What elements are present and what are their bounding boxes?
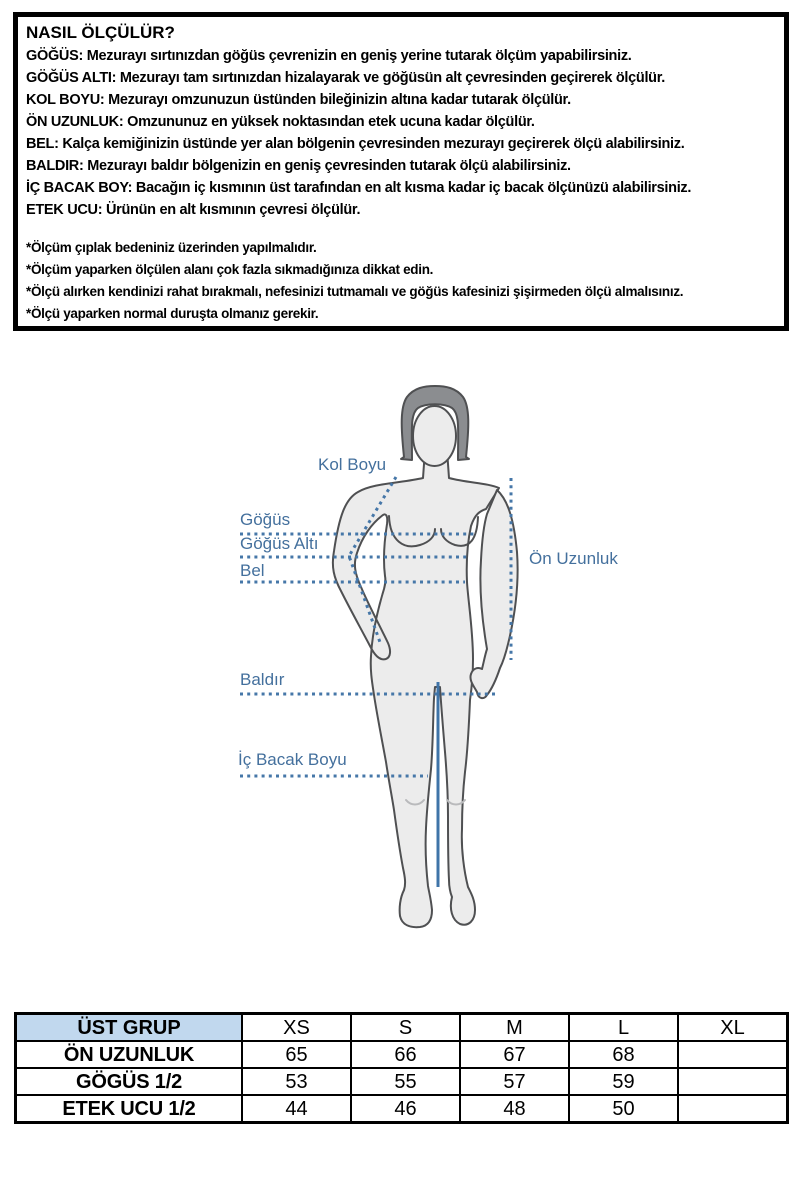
- size-col-xs: XS: [242, 1014, 351, 1042]
- label-on-uzunluk: Ön Uzunluk: [529, 549, 618, 568]
- cell-value: [678, 1095, 788, 1123]
- cell-value: 59: [569, 1068, 678, 1095]
- instruction-line-bel: BEL: Kalça kemiğinizin üstünde yer alan bölgenin çevresinden mezurayı geçirerek ölçü alabilirsiniz.: [26, 136, 685, 152]
- instruction-line-on-uzunluk: ÖN UZUNLUK: Omzununuz en yüksek noktasından etek ucuna kadar ölçülür.: [26, 114, 535, 130]
- size-col-l: L: [569, 1014, 678, 1042]
- cell-value: 44: [242, 1095, 351, 1123]
- size-col-xl: XL: [678, 1014, 788, 1042]
- instruction-line-gogus: GÖĞÜS: Mezurayı sırtınızdan göğüs çevrenizin en geniş yerine tutarak ölçüm yapabilirsiniz.: [26, 48, 632, 64]
- label-gogus-alti: Göğüs Altı: [240, 534, 319, 553]
- cell-value: 65: [242, 1041, 351, 1068]
- instruction-line-ic-bacak-boy: İÇ BACAK BOY: Bacağın iç kısmının üst tarafından en alt kısma kadar iç bacak ölçünüzü alabilirsiniz.: [26, 180, 692, 196]
- size-col-m: M: [460, 1014, 569, 1042]
- table-row-on-uzunluk: [16, 1041, 788, 1068]
- label-baldir: Baldır: [240, 670, 285, 689]
- cell-value: 48: [460, 1095, 569, 1123]
- cell-value: 53: [242, 1068, 351, 1095]
- instruction-line-gogus-alti: GÖĞÜS ALTI: Mezurayı tam sırtınızdan hizalayarak ve göğüsün alt çevresinden geçirerek ölçülür.: [26, 70, 665, 86]
- row-label: GÖGÜS 1/2: [16, 1068, 243, 1095]
- table-row-etek-ucu: [16, 1095, 788, 1123]
- figure-silhouette: [0, 380, 800, 945]
- label-gogus: Göğüs: [240, 510, 291, 529]
- cell-value: 67: [460, 1041, 569, 1068]
- note-line: *Ölçü yaparken normal duruşta olmanız gerekir.: [26, 306, 319, 321]
- instruction-line-kol-boyu: KOL BOYU: Mezurayı omzunuzun üstünden bileğinizin altına kadar tutarak ölçülür.: [26, 92, 571, 108]
- cell-value: 66: [351, 1041, 460, 1068]
- label-bel: Bel: [240, 561, 265, 580]
- size-table: [14, 1012, 789, 1124]
- cell-value: 55: [351, 1068, 460, 1095]
- body-measurement-diagram: [0, 380, 800, 945]
- cell-value: [678, 1041, 788, 1068]
- row-label: ÖN UZUNLUK: [16, 1041, 243, 1068]
- row-label: ETEK UCU 1/2: [16, 1095, 243, 1123]
- note-line: *Ölçüm çıplak bedeniniz üzerinden yapılmalıdır.: [26, 240, 317, 255]
- cell-value: 50: [569, 1095, 678, 1123]
- note-line: *Ölçüm yaparken ölçülen alanı çok fazla sıkmadığınıza dikkat edin.: [26, 262, 434, 277]
- measurement-instructions-box: [13, 12, 789, 331]
- cell-value: 46: [351, 1095, 460, 1123]
- label-ic-bacak-boyu: İç Bacak Boyu: [238, 750, 347, 769]
- instructions-title: NASIL ÖLÇÜLÜR?: [26, 23, 175, 42]
- size-col-s: S: [351, 1014, 460, 1042]
- cell-value: 68: [569, 1041, 678, 1068]
- instruction-line-etek-ucu: ETEK UCU: Ürünün en alt kısmının çevresi ölçülür.: [26, 202, 361, 218]
- note-line: *Ölçü alırken kendinizi rahat bırakmalı, nefesinizi tutmamalı ve göğüs kafesinizi şişirmeden ölçü almalısınız.: [26, 284, 684, 299]
- measurement-notes: [26, 237, 776, 325]
- face-shape: [413, 406, 456, 466]
- size-table-header-row: [16, 1014, 788, 1042]
- cell-value: [678, 1068, 788, 1095]
- cell-value: 57: [460, 1068, 569, 1095]
- size-table-group-header: ÜST GRUP: [16, 1014, 243, 1042]
- instruction-line-baldir: BALDIR: Mezurayı baldır bölgenizin en geniş çevresinden tutarak ölçü alabilirsiniz.: [26, 158, 571, 174]
- table-row-gogus: [16, 1068, 788, 1095]
- label-kol-boyu: Kol Boyu: [318, 455, 387, 474]
